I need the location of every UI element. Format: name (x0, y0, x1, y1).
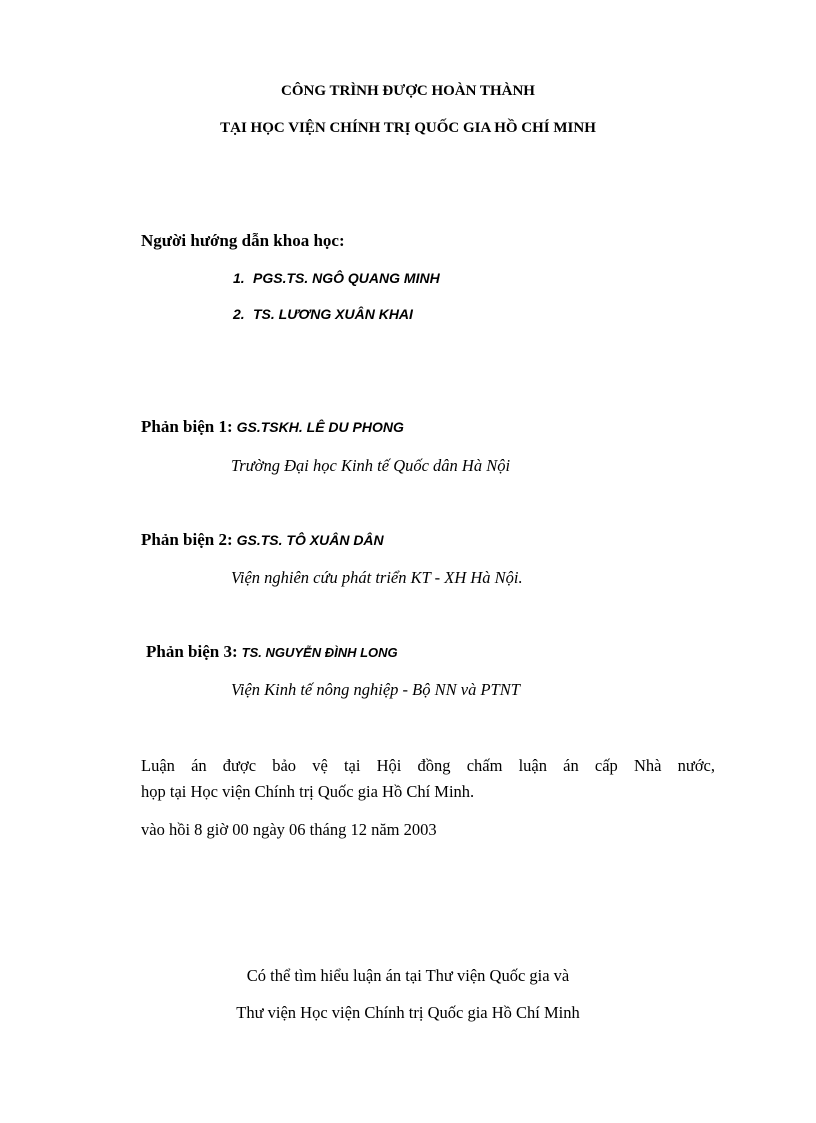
advisor-number: 1. (233, 270, 245, 286)
reviewer-name: GS.TSKH. LÊ DU PHONG (236, 419, 404, 435)
advisors-label: Người hướng dẫn khoa học: (141, 231, 345, 250)
defense-line-1: Luận án được bảo vệ tại Hội đồng chấm luận án cấp Nhà nước, (141, 756, 715, 775)
reviewer-label: Phản biện 3: (146, 642, 238, 661)
advisor-name: TS. LƯƠNG XUÂN KHAI (253, 306, 413, 322)
advisor-item (233, 306, 413, 322)
reviewer-label: Phản biện 2: (141, 530, 233, 549)
reviewer-affiliation: Trường Đại học Kinh tế Quốc dân Hà Nội (231, 456, 511, 475)
reviewer-label: Phản biện 1: (141, 417, 233, 436)
title-line-2: TẠI HỌC VIỆN CHÍNH TRỊ QUỐC GIA HỒ CHÍ MINH (220, 120, 596, 136)
reviewer-3 (146, 642, 398, 662)
library-line-1: Có thể tìm hiểu luận án tại Thư viện Quốc gia và (246, 966, 570, 985)
reviewer-2 (141, 530, 384, 550)
reviewer-1 (141, 417, 404, 437)
advisor-item (233, 270, 440, 286)
advisor-number: 2. (233, 306, 245, 322)
advisor-name: PGS.TS. NGÔ QUANG MINH (253, 270, 440, 286)
title-line-1: CÔNG TRÌNH ĐƯỢC HOÀN THÀNH (281, 83, 535, 99)
reviewer-affiliation: Viện nghiên cứu phát triển KT - XH Hà Nội. (231, 568, 523, 587)
defense-date: vào hồi 8 giờ 00 ngày 06 tháng 12 năm 2003 (141, 820, 437, 839)
reviewer-name: GS.TS. TÔ XUÂN DÂN (236, 532, 384, 548)
defense-line-2: họp tại Học viện Chính trị Quốc gia Hồ Chí Minh. (141, 782, 475, 801)
reviewer-affiliation: Viện Kinh tế nông nghiệp - Bộ NN và PTNT (231, 680, 520, 699)
reviewer-name: TS. NGUYỄN ĐÌNH LONG (241, 645, 398, 660)
library-line-2: Thư viện Học viện Chính trị Quốc gia Hồ Chí Minh (236, 1003, 580, 1022)
